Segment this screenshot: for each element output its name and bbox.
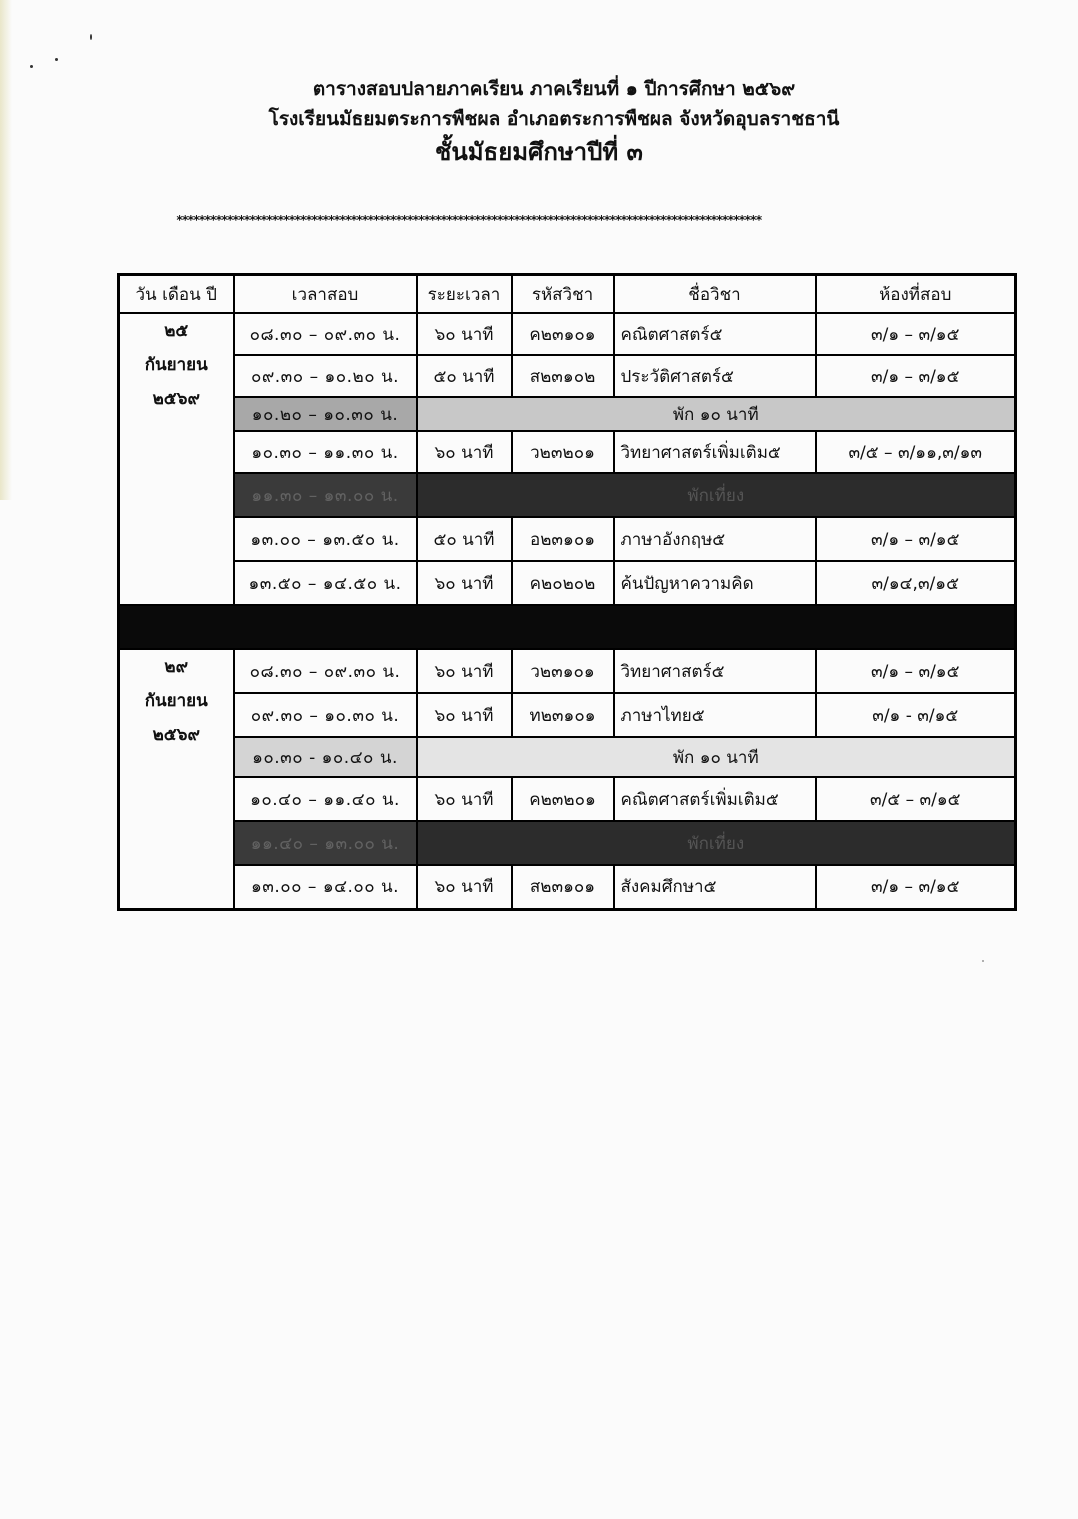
date-year: ๒๕๖๙ bbox=[152, 389, 200, 409]
exam-room: ๓/๑ – ๓/๑๕ bbox=[816, 649, 1016, 693]
exam-duration: ๖๐ นาที bbox=[417, 865, 512, 909]
exam-room: ๓/๑ – ๓/๑๕ bbox=[816, 517, 1016, 561]
table-row bbox=[119, 693, 1016, 737]
col-header-code: รหัสวิชา bbox=[512, 275, 614, 314]
exam-duration: ๖๐ นาที bbox=[417, 649, 512, 693]
break-row bbox=[119, 397, 1016, 431]
exam-time: ๐๘.๓๐ – ๐๙.๓๐ น. bbox=[234, 313, 417, 355]
subject-code: ท๒๓๑๐๑ bbox=[512, 693, 614, 737]
lunch-label: พักเที่ยง bbox=[417, 473, 1016, 517]
subject-code: ค๒๓๒๐๑ bbox=[512, 777, 614, 821]
date-year: ๒๕๖๙ bbox=[152, 725, 200, 745]
col-header-room: ห้องที่สอบ bbox=[816, 275, 1016, 314]
exam-duration: ๖๐ นาที bbox=[417, 313, 512, 355]
subject-name: ค้นปัญหาความคิด bbox=[614, 561, 816, 605]
day-separator-row bbox=[119, 605, 1016, 649]
subject-name: วิทยาศาสตร์เพิ่มเติม๕ bbox=[614, 431, 816, 473]
col-header-time: เวลาสอบ bbox=[234, 275, 417, 314]
exam-duration: ๖๐ นาที bbox=[417, 561, 512, 605]
exam-room: ๓/๕ – ๓/๑๕ bbox=[816, 777, 1016, 821]
table-row bbox=[119, 649, 1016, 693]
subject-code: ส๒๓๑๐๒ bbox=[512, 355, 614, 397]
subject-name: คณิตศาสตร์เพิ่มเติม๕ bbox=[614, 777, 816, 821]
break-time: ๑๐.๒๐ – ๑๐.๓๐ น. bbox=[234, 397, 417, 431]
exam-duration: ๖๐ นาที bbox=[417, 431, 512, 473]
date-day: ๒๕ bbox=[164, 321, 189, 341]
date-cell-day1 bbox=[119, 313, 234, 605]
exam-duration: ๖๐ นาที bbox=[417, 693, 512, 737]
break-row bbox=[119, 737, 1016, 777]
exam-duration: ๖๐ นาที bbox=[417, 777, 512, 821]
subject-code: อ๒๓๑๐๑ bbox=[512, 517, 614, 561]
date-month: กันยายน bbox=[144, 355, 208, 375]
exam-room: ๓/๕ – ๓/๑๑,๓/๑๓ bbox=[816, 431, 1016, 473]
exam-room: ๓/๑ – ๓/๑๕ bbox=[816, 865, 1016, 909]
subject-code: ค๒๓๑๐๑ bbox=[512, 313, 614, 355]
table-row bbox=[119, 355, 1016, 397]
col-header-duration: ระยะเวลา bbox=[417, 275, 512, 314]
exam-time: ๑๐.๓๐ – ๑๑.๓๐ น. bbox=[234, 431, 417, 473]
subject-name: ประวัติศาสตร์๕ bbox=[614, 355, 816, 397]
exam-room: ๓/๑๔,๓/๑๕ bbox=[816, 561, 1016, 605]
subject-code: ส๒๓๑๐๑ bbox=[512, 865, 614, 909]
table-row bbox=[119, 313, 1016, 355]
subject-name: วิทยาศาสตร์๕ bbox=[614, 649, 816, 693]
table-row bbox=[119, 517, 1016, 561]
subject-name: คณิตศาสตร์๕ bbox=[614, 313, 816, 355]
exam-duration: ๕๐ นาที bbox=[417, 517, 512, 561]
grade-level: ชั้นมัธยมศึกษาปีที่ ๓ bbox=[435, 138, 643, 166]
col-header-date: วัน เดือน ปี bbox=[119, 275, 234, 314]
exam-time: ๐๙.๓๐ – ๑๐.๓๐ น. bbox=[234, 693, 417, 737]
exam-time: ๑๓.๐๐ – ๑๔.๐๐ น. bbox=[234, 865, 417, 909]
subject-name: ภาษาไทย๕ bbox=[614, 693, 816, 737]
subject-code: ค๒๐๒๐๒ bbox=[512, 561, 614, 605]
exam-time: ๐๘.๓๐ – ๐๙.๓๐ น. bbox=[234, 649, 417, 693]
subject-code: ว๒๓๑๐๑ bbox=[512, 649, 614, 693]
date-month: กันยายน bbox=[144, 691, 208, 711]
subject-name: ภาษาอังกฤษ๕ bbox=[614, 517, 816, 561]
break-time: ๑๐.๓๐ - ๑๐.๔๐ น. bbox=[234, 737, 417, 777]
document-header bbox=[0, 74, 1078, 170]
exam-room: ๓/๑ – ๓/๑๕ bbox=[816, 355, 1016, 397]
exam-duration: ๕๐ นาที bbox=[417, 355, 512, 397]
col-header-subject: ชื่อวิชา bbox=[614, 275, 816, 314]
school-name: โรงเรียนมัธยมตระการพืชผล อำเภอตระการพืชผล จังหวัดอุบลราชธานี bbox=[268, 108, 840, 130]
table-row bbox=[119, 865, 1016, 909]
subject-code: ว๒๓๒๐๑ bbox=[512, 431, 614, 473]
exam-time: ๑๓.๐๐ – ๑๓.๕๐ น. bbox=[234, 517, 417, 561]
date-cell-day2 bbox=[119, 649, 234, 909]
break-label: พัก ๑๐ นาที bbox=[417, 397, 1016, 431]
lunch-row bbox=[119, 473, 1016, 517]
table-header-row bbox=[119, 275, 1016, 314]
lunch-time: ๑๑.๓๐ – ๑๓.๐๐ น. bbox=[234, 473, 417, 517]
exam-time: ๐๙.๓๐ – ๑๐.๒๐ น. bbox=[234, 355, 417, 397]
subject-name: สังคมศึกษา๕ bbox=[614, 865, 816, 909]
exam-room: ๓/๑ - ๓/๑๕ bbox=[816, 693, 1016, 737]
lunch-time: ๑๑.๔๐ – ๑๓.๐๐ น. bbox=[234, 821, 417, 865]
date-day: ๒๙ bbox=[164, 657, 189, 677]
table-row bbox=[119, 431, 1016, 473]
exam-room: ๓/๑ – ๓/๑๕ bbox=[816, 313, 1016, 355]
lunch-label: พักเที่ยง bbox=[417, 821, 1016, 865]
exam-schedule-table bbox=[117, 273, 1017, 911]
table-row bbox=[119, 561, 1016, 605]
break-label: พัก ๑๐ นาที bbox=[417, 737, 1016, 777]
exam-time: ๑๐.๔๐ – ๑๑.๔๐ น. bbox=[234, 777, 417, 821]
lunch-row bbox=[119, 821, 1016, 865]
exam-time: ๑๓.๕๐ – ๑๔.๕๐ น. bbox=[234, 561, 417, 605]
star-separator: ******************************************************************************************************** bbox=[176, 213, 761, 227]
day-separator bbox=[119, 605, 1016, 649]
exam-title: ตารางสอบปลายภาคเรียน ภาคเรียนที่ ๑ ปีการศึกษา ๒๕๖๙ bbox=[312, 78, 796, 100]
table-row bbox=[119, 777, 1016, 821]
